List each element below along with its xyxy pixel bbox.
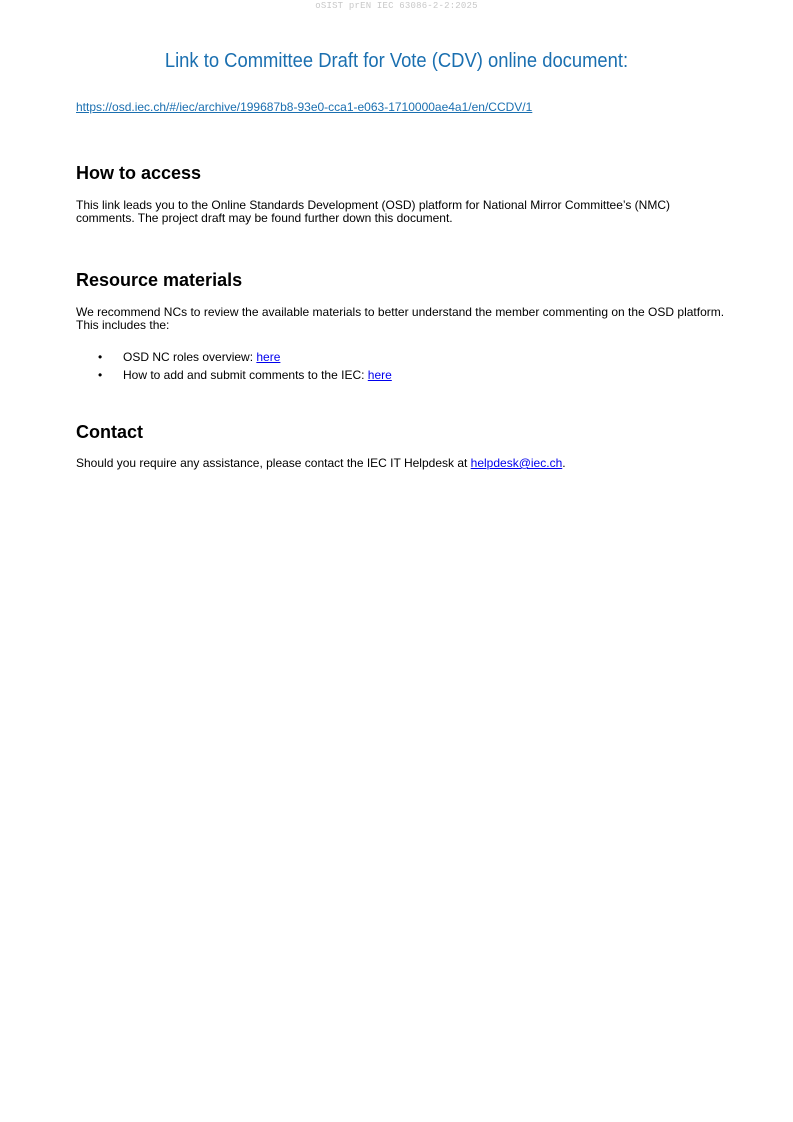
document-watermark: oSIST prEN IEC 63086-2-2:2025 bbox=[315, 1, 478, 11]
cdv-document-link[interactable]: https://osd.iec.ch/#/iec/archive/199687b8-93e0-cca1-e063-1710000ae4a1/en/CCDV/1 bbox=[76, 100, 533, 114]
bullet-icon: • bbox=[98, 368, 103, 382]
helpdesk-email-link[interactable]: helpdesk@iec.ch bbox=[470, 456, 563, 470]
resource-materials-heading: Resource materials bbox=[76, 270, 243, 290]
contact-suffix: . bbox=[562, 456, 566, 470]
resource-item-label: How to add and submit comments to the IEC: bbox=[123, 368, 368, 382]
cdv-title: Link to Committee Draft for Vote (CDV) online document: bbox=[164, 50, 629, 72]
bullet-icon: • bbox=[98, 350, 103, 364]
how-to-access-heading: How to access bbox=[76, 163, 202, 183]
list-item bbox=[76, 348, 726, 366]
contact-sentence: Should you require any assistance, please contact the IEC IT Helpdesk at bbox=[76, 456, 471, 470]
contact-heading: Contact bbox=[76, 422, 143, 442]
resource-item-label: OSD NC roles overview: bbox=[123, 350, 257, 364]
how-to-access-text: This link leads you to the Online Standards Development (OSD) platform for National Mirror Committee’s (NMC) comments. The project draft may be found further down this document. bbox=[76, 198, 670, 225]
contact-text bbox=[76, 457, 726, 470]
resource-list bbox=[76, 348, 726, 384]
osd-nc-roles-link[interactable]: here bbox=[256, 350, 281, 364]
resource-materials-text: We recommend NCs to review the available materials to better understand the member commenting on the OSD platform. This includes the: bbox=[76, 305, 725, 332]
submit-comments-link[interactable]: here bbox=[367, 368, 392, 382]
list-item bbox=[76, 366, 726, 384]
